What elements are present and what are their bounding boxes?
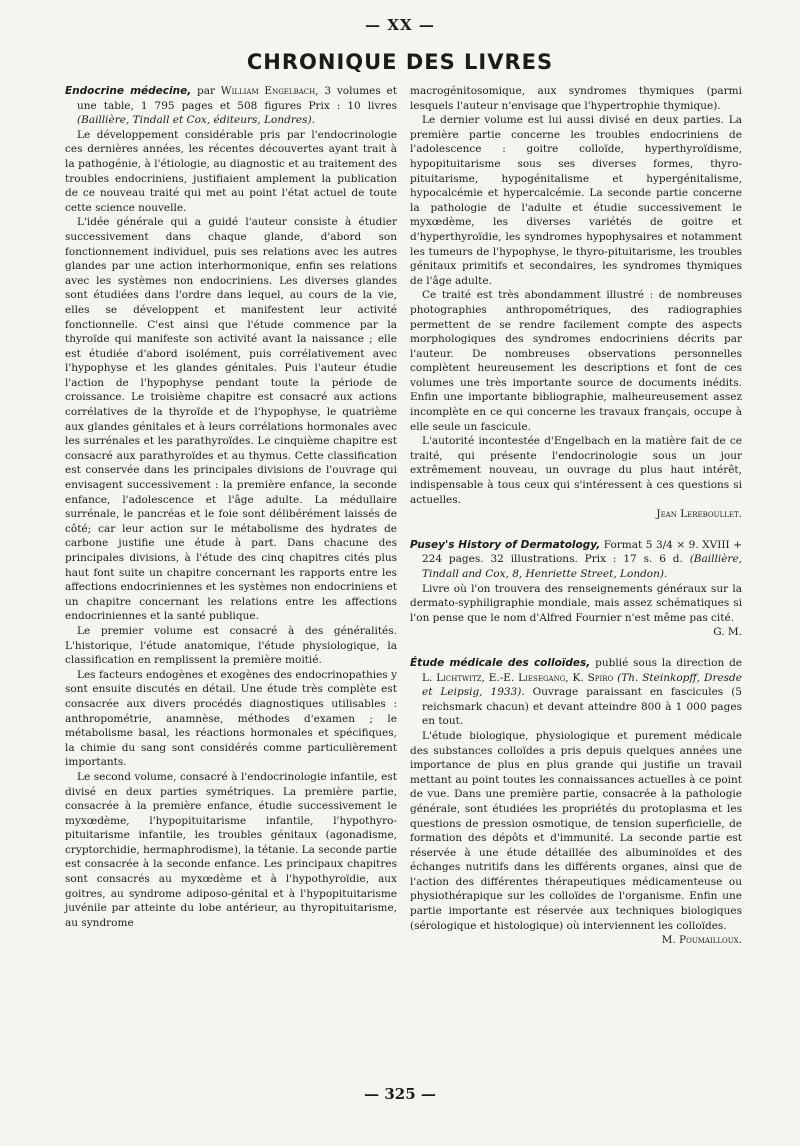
- review-1-paragraph: Ce traité est très abondamment illustré : de nombreuses photographies anthropométriques, des radiographies permettent de se rendre facilement compte des aspects morphologiques des syndromes endocriniens décrits par l'auteur. De nombreuses observations personnelles complètent heureusement les descriptions et font de ces volumes une très importante source de documents inédits. Enfin une importante bibliographie, malheureusement assez incomplète en ce qui concerne les travaux français, occupe à elle seule un fascicule.: [410, 289, 742, 433]
- review-1-paragraph: Le développement considérable pris par l'endocrinologie ces dernières années, les récentes découvertes ayant trait à la pathogénie, à l'étiologie, au diagnostic et au traitement des troubles endocriniens, justifiaient amplement la publication de ce nouveau traité qui met au point l'état actuel de toute cette science nouvelle.: [65, 128, 397, 214]
- page-number: — 325 —: [364, 1085, 436, 1103]
- review-3-publisher: (Th. Steinkopff, Dresde et Leipsig, 1933).: [422, 671, 742, 699]
- review-3-signature-row: [410, 933, 742, 948]
- right-column: [410, 84, 742, 948]
- review-1-author: William Engelbach: [220, 85, 316, 97]
- review-2-title: Pusey's History of Dermatology,: [410, 538, 601, 551]
- review-1-header: Endocrine médecine, par William Engelbach, 3 volumes et une table, 1 795 pages et 508 figures Prix : 10 livres (Baillière, Tindall et Cox, éditeurs, Londres).: [65, 85, 397, 127]
- review-1-paragraph: Le dernier volume est lui aussi divisé en deux parties. La première partie concerne les troubles endocriniens de l'adolescence : goitre colloïde, hyperthyroïdisme, hypopituitarisme sous ses diverses formes, thyro-pituitarisme, hypogénitalisme et hypergénitalisme, hypocalcémie et hypercalcémie. La seconde partie concerne la pathologie de l'adulte et étudie successivement le myxœdème, les diverses variétés de goitre et d'hyperthyroïdie, les syndromes hypophysaires et notamment les tumeurs de l'hypophyse, le thyro-pituitarisme, les troubles génitaux primitifs et secondaires, les syndromes thymiques de l'âge adulte.: [410, 114, 742, 287]
- review-2-paragraph: Livre où l'on trouvera des renseignements généraux sur la dermato-syphiligraphie mondiale, mais assez schématiques si l'on pense que le nom d'Alfred Fournier n'est même pas cité.: [410, 582, 742, 624]
- review-1-paragraph: Le second volume, consacré à l'endocrinologie infantile, est divisé en deux parties symétriques. La première partie, consacrée à la première enfance, étudie successivement le myxœdème, l'hypopituitarisme infantile, l'hypothyro-pituitarisme infantile, les troubles génitaux (agonadisme, cryptorchidie, hermaphrodisme), la tétanie. La seconde partie est consacrée à la seconde enfance. Les principaux chapitres sont consacrés au myxœdème et à l'hypothyroïdie, aux goitres, au syndrome adiposo-génital et à l'hypopituitarisme juvénile par atteinte du lobe antérieur, au thyropituitarisme, au syndrome: [65, 770, 397, 929]
- review-2-signature: G. M.: [713, 626, 742, 639]
- review-3-paragraph: L'étude biologique, physiologique et purement médicale des substances colloïdes a pris depuis quelques années une importance de plus en plus grande qui justifie un travail mettant au point toutes les connaissances actuelles à ce point de vue. Dans une première partie, consacrée à la pathologie générale, sont étudiées les propriétés du protoplasma et les questions de pression osmotique, de tension superficielle, de formation des dépôts et d'immunité. La seconde partie est réservée à une étude détaillée des albuminoïdes et des échanges nutritifs dans les différents organes, ainsi que de l'action des différentes thérapeutiques médicamenteuse ou physiothérapique sur les colloïdes de l'organisme. Enfin une partie importante est réservée aux techniques biologiques (sérologique et histologique) où interviennent les colloïdes.: [410, 729, 742, 932]
- folio: — XX —: [365, 16, 435, 34]
- review-3-signature: M. Poumailloux.: [661, 934, 742, 947]
- section-title: CHRONIQUE DES LIVRES: [246, 50, 554, 74]
- review-1-paragraph: L'autorité incontestée d'Engelbach en la matière fait de ce traité, qui présente l'endocrinologie sous un jour extrêmement nouveau, un ouvrage du plus haut intérêt, indispensable à tous ceux qui s'intéressent à ces questions si actuelles.: [410, 435, 742, 506]
- spacer: [410, 640, 742, 656]
- spacer: [410, 522, 742, 538]
- review-1-publisher: (Baillière, Tindall et Cox, éditeurs, Londres).: [77, 114, 315, 127]
- review-1-paragraph: L'idée générale qui a guidé l'auteur consiste à étudier successivement dans chaque glande, d'abord son fonctionnement individuel, puis ses relations avec les autres glandes par une action interhormonique, enfin ses relations avec les systèmes non endocriniens. Les diverses glandes sont étudiées dans l'ordre dans lequel, au cours de la vie, elles se développent et manifestent leur activité fonctionnelle. C'est ainsi que l'étude commence par la thyroïde qui manifeste son activité avant la naissance ; elle est étudiée d'abord isolément, puis corrélativement avec l'hypophyse et les glandes génitales. Puis l'auteur étudie l'action de l'hypophyse pendant toute la période de croissance. Le troisième chapitre est consacré aux actions corrélatives de la thyroïde et de l'hypophyse, le quatrième aux glandes génitales et à leurs corrélations hormonales avec les surrénales et les parathyroïdes. Le cinquième chapitre est consacré aux parathyroïdes et au thymus. Cette classification est conservée dans les principales divisions de l'ouvrage qui envisagent successivement : la première enfance, la seconde enfance, l'adolescence et l'âge adulte. La médullaire surrénale, le pancréas et le foie sont délibérément laissés de côté; car leur action sur le métabolisme des hydrates de carbone justifie une étude à part. Dans chacune des principales divisions, à l'étude des cinq chapitres cités plus haut font suite un chapitre concernant les rapports entre les affections endocriniennes et les systèmes non endocriniens et un chapitre concernant les relations entre les affections endocriniennes et la santé publique.: [65, 216, 397, 623]
- review-3-title: Étude médicale des colloïdes,: [410, 656, 591, 669]
- left-column: [65, 84, 397, 930]
- review-3-header: Étude médicale des colloïdes, publié sous la direction de L. Lichtwitz, E.-E. Liesegang, K. Spiro (Th. Steinkopff, Dresde et Leipsig, 1933). Ouvrage paraissant en fascicules (5 reichsmark chacun) et devant atteindre 800 à 1 000 pages en tout.: [410, 656, 743, 728]
- review-1-signature-row: [410, 507, 742, 522]
- review-1-paragraph: Les facteurs endogènes et exogènes des endocrinopathies y sont ensuite discutés en détail. Une étude très complète est consacrée aux divers procédés diagnostiques utilisables : anthropométrie, anamnèse, méthodes d'examen ; le métabolisme basal, les réactions hormonales et spécifiques, la chimie du sang sont considérés comme particulièrement importants.: [65, 668, 397, 769]
- review-1-paragraph: macrogénitosomique, aux syndromes thymiques (parmi lesquels l'auteur n'envisage que l'hypertrophie thymique).: [410, 85, 742, 112]
- review-1-paragraph: Le premier volume est consacré à des généralités. L'historique, l'étude anatomique, l'étude physiologique, la classification en remplissent la première moitié.: [65, 624, 397, 667]
- review-3-editors: Lichtwitz, E.-E. Liesegang, K. Spiro: [436, 671, 614, 684]
- review-2-publisher: (Baillière, Tindall and Cox, 8, Henriette Street, London).: [422, 553, 742, 580]
- review-2-header: Pusey's History of Dermatology, Format 5 3/4 × 9. XVIII + 224 pages. 32 illustrations. Prix : 17 s. 6 d. (Baillière, Tindall and Cox, 8, Henriette Street, London).: [410, 538, 742, 580]
- review-1-signature: Jean Lereboullet.: [656, 508, 742, 521]
- review-2-signature-row: [410, 625, 742, 640]
- review-1-title: Endocrine médecine,: [65, 85, 192, 97]
